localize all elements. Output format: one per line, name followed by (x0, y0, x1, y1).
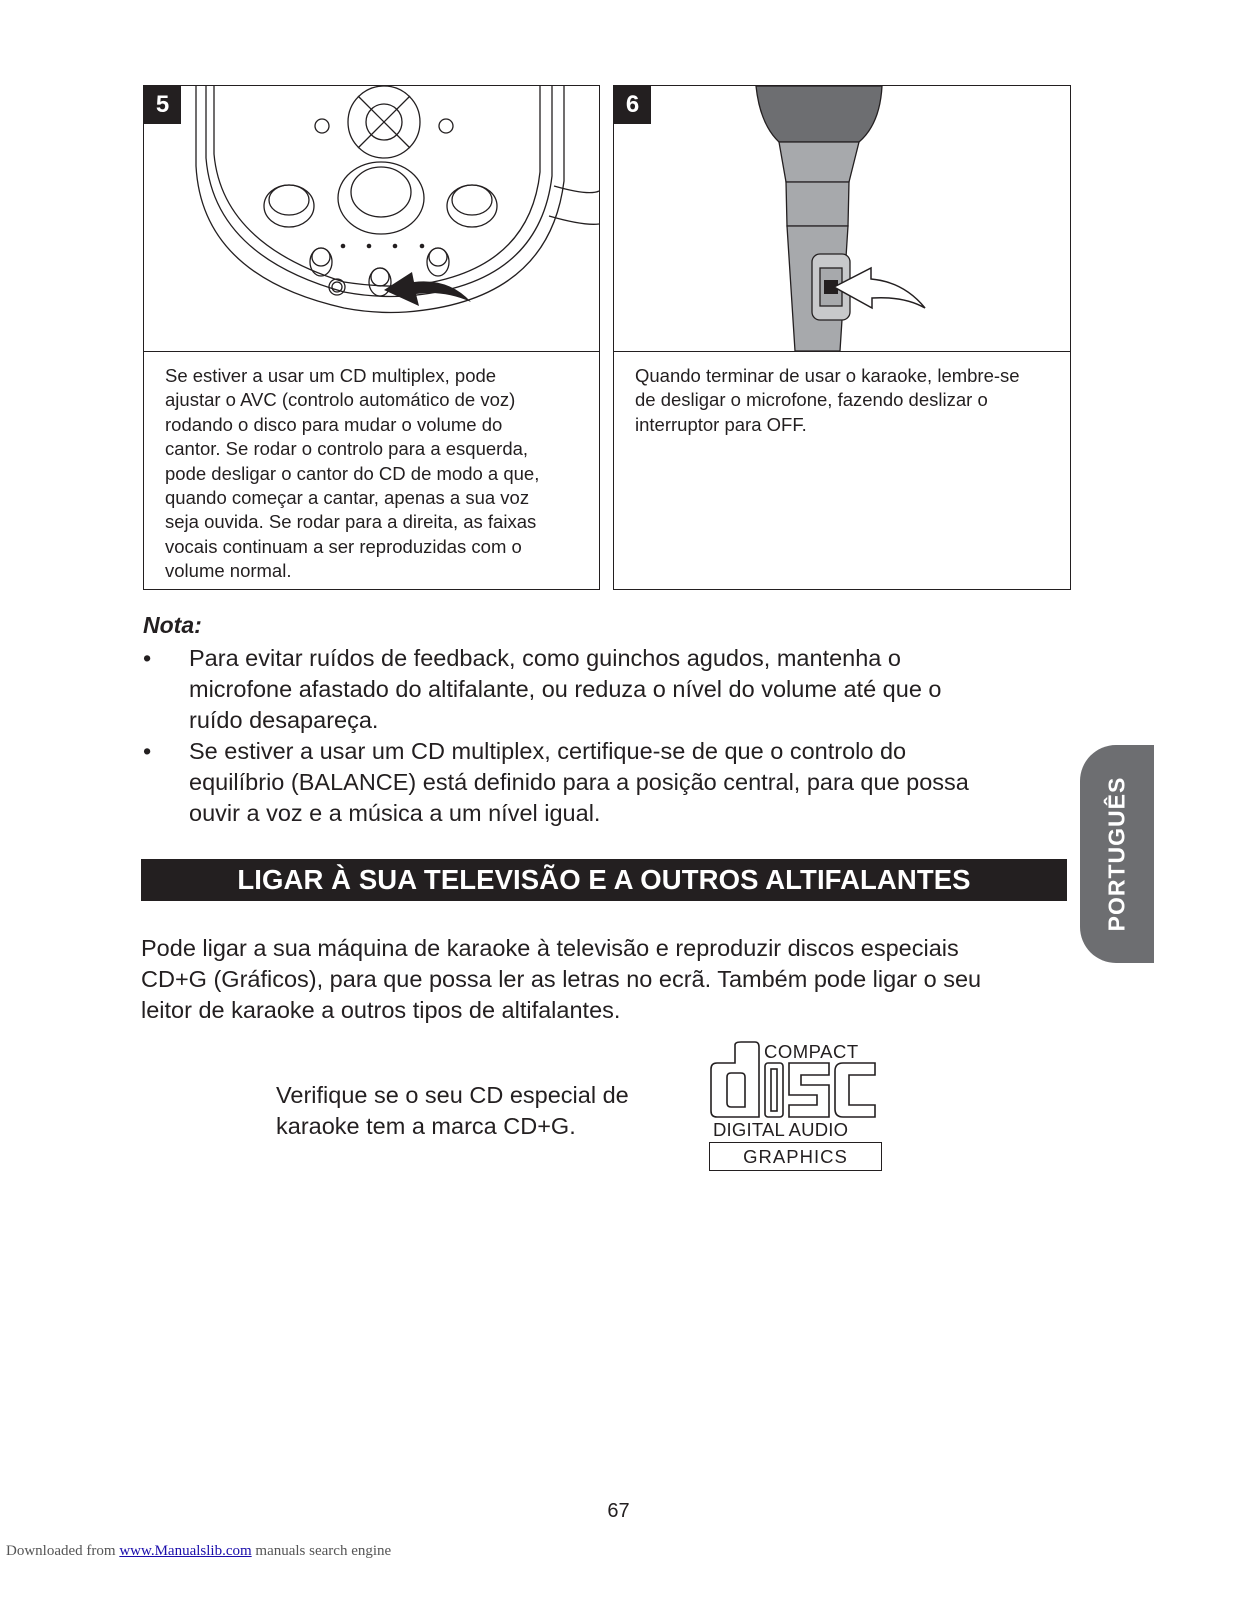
page-number: 67 (607, 1500, 630, 1522)
step-number-badge: 6 (614, 86, 651, 124)
cdg-logo-top-text: COMPACT (764, 1041, 859, 1062)
note-item-text: Para evitar ruídos de feedback, como guinchos agudos, mantenha o microfone afastado do altifalante, ou reduza o nível do volume até que o ruído desapareça. (189, 645, 942, 733)
bullet-marker: • (143, 645, 152, 671)
bullet-marker: • (143, 738, 152, 764)
step-number-badge: 5 (144, 86, 181, 124)
cdg-logo-graphics-box: GRAPHICS (709, 1142, 882, 1171)
note-item-text: Se estiver a usar um CD multiplex, certifique-se de que o controlo do equilíbrio (BALANCE) está definido para a posição central, para que possa ouvir a voz e a música a um nível igual. (189, 738, 969, 826)
step-6-panel (613, 85, 1071, 590)
karaoke-controls-drawing (144, 86, 599, 351)
section-intro-text: Pode ligar a sua máquina de karaoke à televisão e reproduzir discos especiais CD+G (Gráficos), para que possa ler as letras no ecrã. Também pode ligar o seu leitor de karaoke a outros tipos de altifalantes. (141, 935, 982, 1023)
cdg-logo (707, 1041, 885, 1173)
microphone-illustration (614, 86, 1070, 352)
footer-suffix: manuals search engine (251, 1543, 392, 1559)
manualslib-link[interactable]: www.Manualslib.com (119, 1543, 252, 1559)
cdg-logo-middle-text: DIGITAL AUDIO (713, 1119, 849, 1140)
step-6-caption: Quando terminar de usar o karaoke, lembre-se de desligar o microfone, fazendo deslizar o interruptor para OFF. (635, 365, 1020, 435)
section-heading: LIGAR À SUA TELEVISÃO E A OUTROS ALTIFALANTES (141, 859, 1067, 901)
karaoke-machine-illustration (144, 86, 599, 352)
microphone-drawing (614, 86, 1070, 351)
step-5-caption: Se estiver a usar um CD multiplex, pode ajustar o AVC (controlo automático de voz) rodando o disco para mudar o volume do cantor. Se rodar o controlo para a esquerda, pode desligar o cantor do CD de modo a que, quando começar a cantar, apenas a sua voz seja ouvida. Se rodar para a direita, as faixas vocais continuam a ser reproduzidas com o volume normal. (165, 365, 540, 582)
note-item (143, 736, 1063, 831)
note-heading: Nota: (143, 612, 202, 638)
note-item (143, 643, 1063, 738)
step-5-panel (143, 85, 600, 590)
language-tab (1080, 745, 1154, 963)
footer-prefix: Downloaded from (6, 1543, 120, 1559)
language-tab-label: PORTUGUÊS (1103, 776, 1130, 932)
cdg-note-text: Verifique se o seu CD especial de karaoke tem a marca CD+G. (276, 1082, 629, 1139)
download-footer (6, 1543, 391, 1560)
